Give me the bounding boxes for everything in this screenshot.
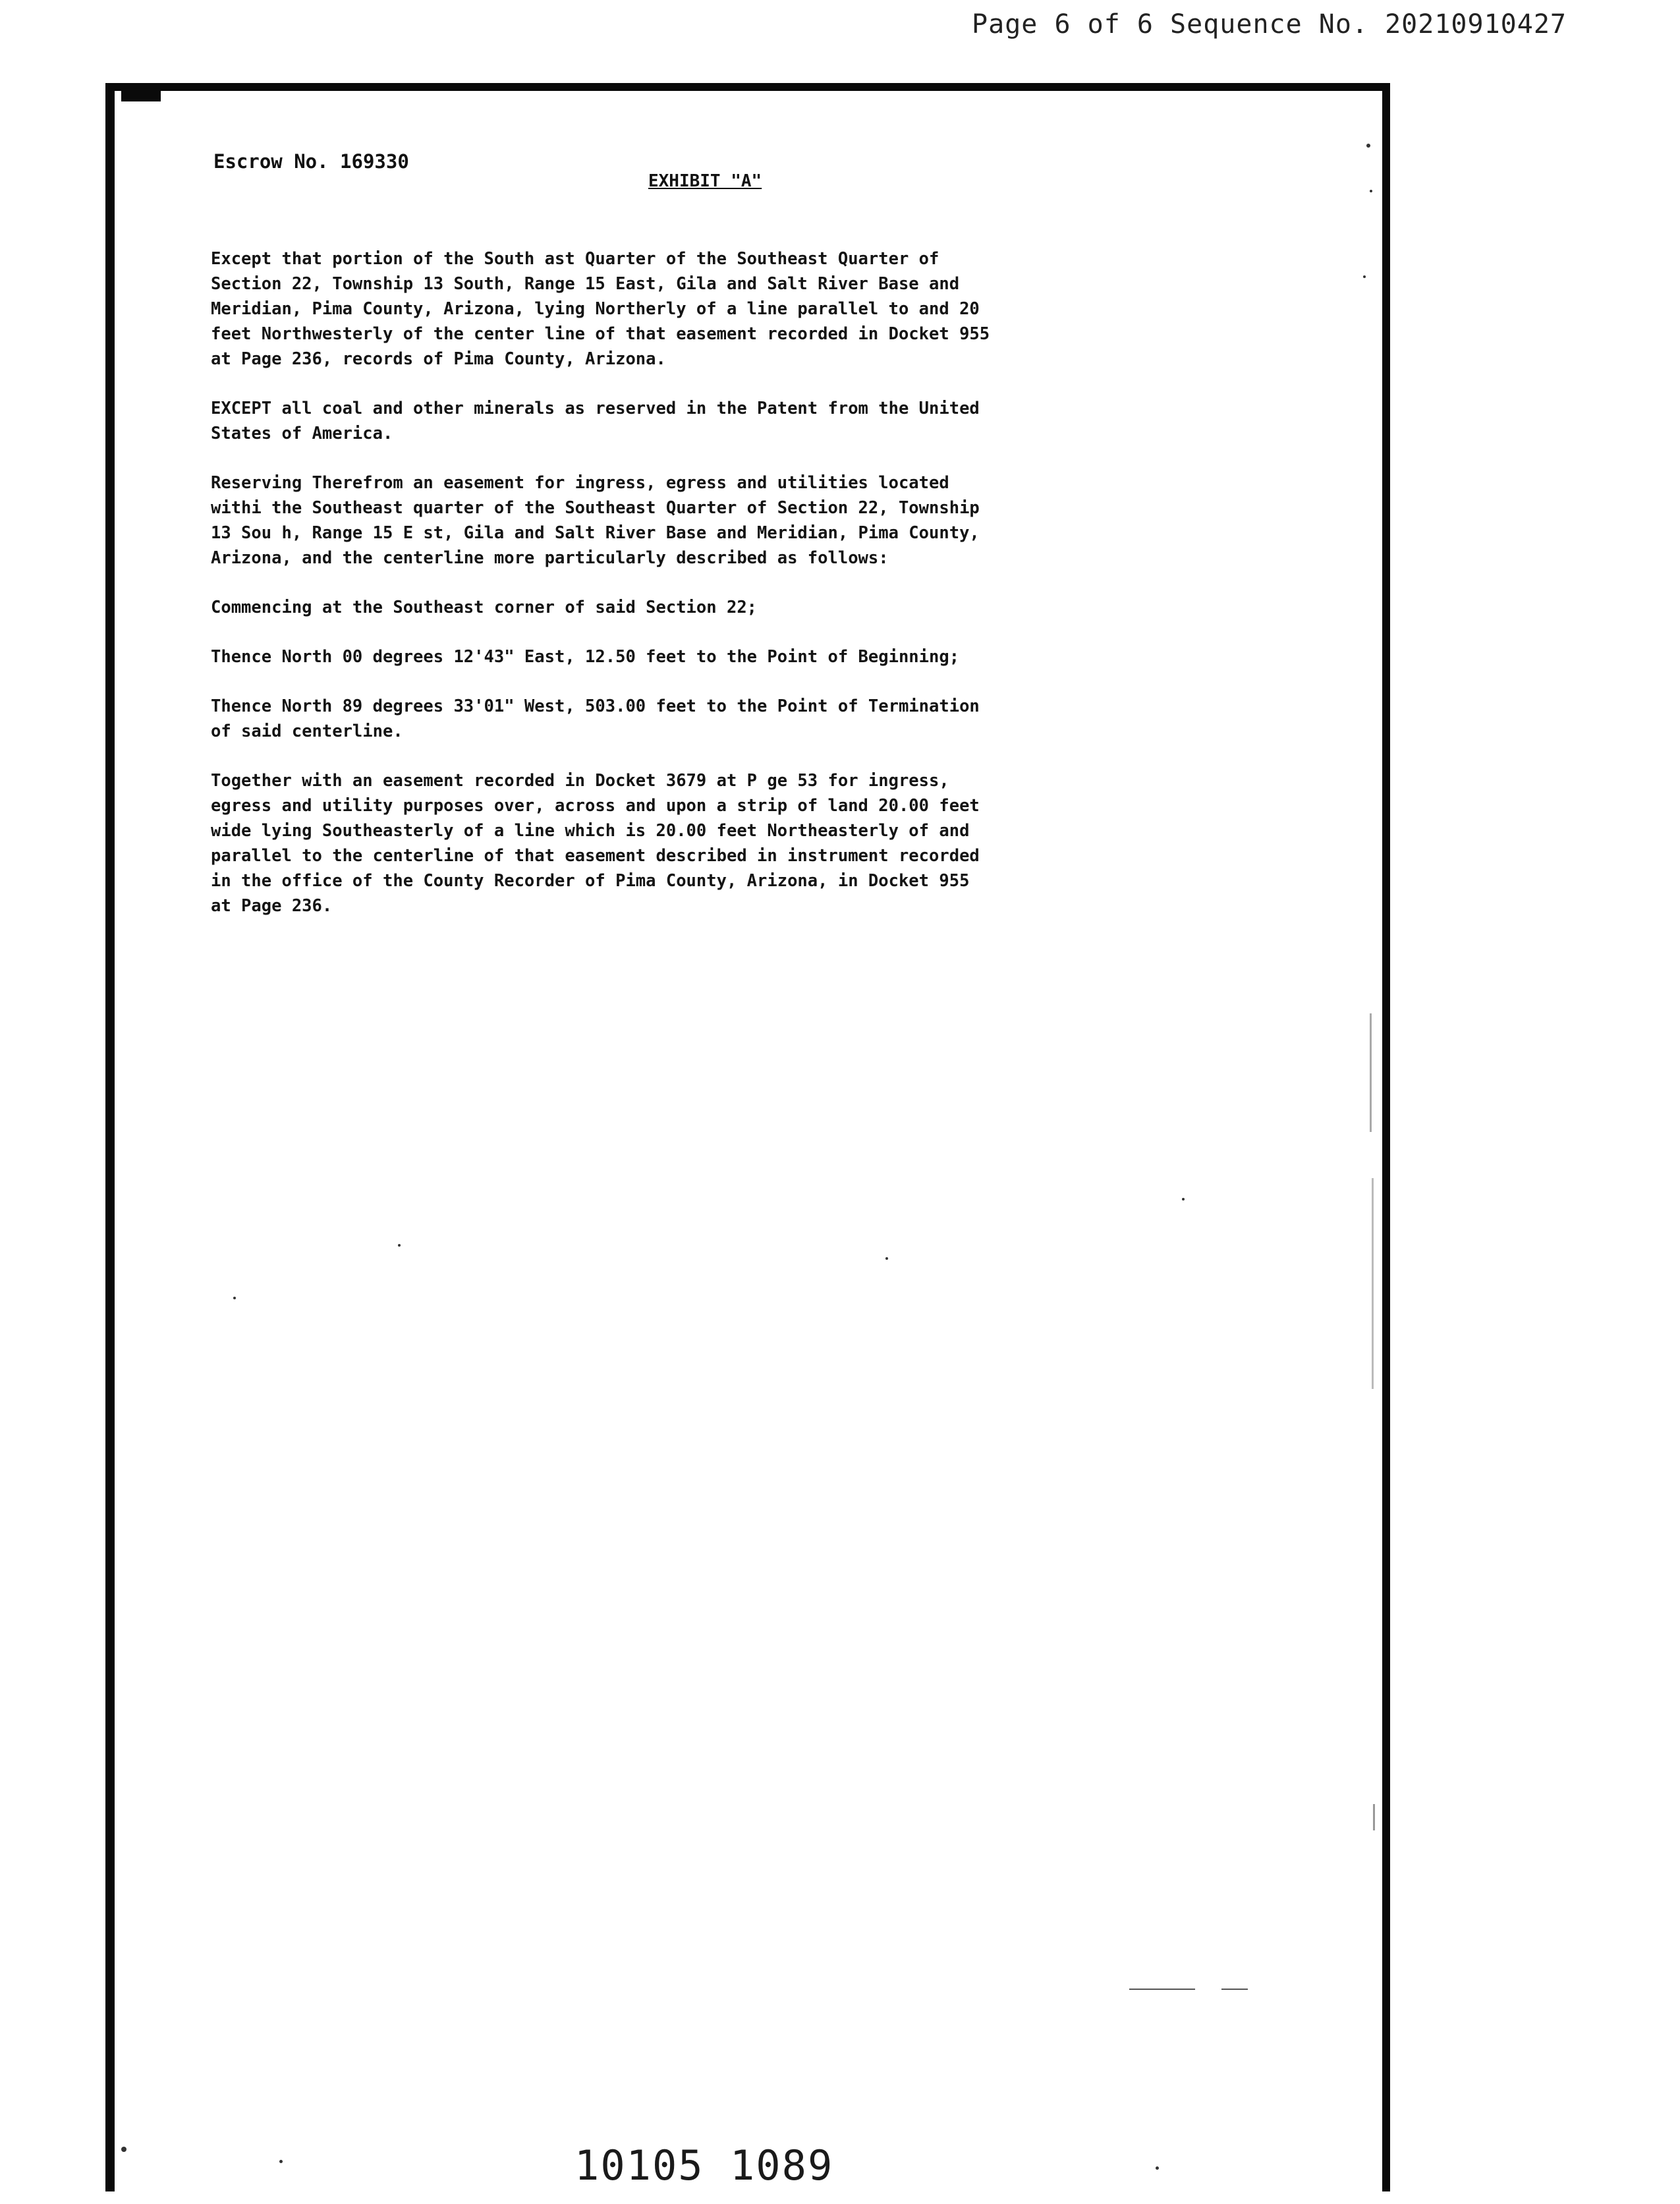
exhibit-title: EXHIBIT "A"	[648, 171, 762, 191]
legal-paragraph-commencing: Commencing at the Southeast corner of said Section 22;	[211, 598, 758, 617]
legal-description	[211, 246, 1160, 943]
scan-speck	[885, 1257, 888, 1260]
scan-speck	[233, 1297, 236, 1299]
legal-paragraph-thence-west: Thence North 89 degrees 33'01" West, 503.00 feet to the Point of Termination of said centerline.	[211, 696, 980, 741]
scan-speck	[398, 1244, 401, 1247]
scan-dash-mark	[1221, 1989, 1248, 1990]
scan-speck	[279, 2160, 283, 2163]
scan-speck	[1156, 2166, 1159, 2170]
scanned-document-page	[105, 83, 1390, 2191]
scan-speck	[1370, 190, 1372, 192]
legal-paragraph-reserved-easement: Reserving Therefrom an easement for ingress, egress and utilities located withi the Southeast quarter of the Southeast Quarter of Section 22, Township 13 Sou h, Range 15 E st, Gila and Salt River Base and Meridian, Pima County, Arizona, and the centerline more particularly described as follows:	[211, 473, 980, 568]
scan-speck	[1182, 1198, 1185, 1201]
scan-edge-mark	[121, 87, 161, 101]
scan-dash-mark	[1129, 1989, 1195, 1990]
legal-paragraph-exception-portion: Except that portion of the South ast Quarter of the Southeast Quarter of Section 22, Township 13 South, Range 15 East, Gila and Salt River Base and Meridian, Pima County, Arizona, lying Northerly of a line parallel to and 20 feet Northwesterly of the center line of that easement recorded in Docket 955 at Page 236, records of Pima County, Arizona.	[211, 249, 990, 369]
page-sequence-header: Page 6 of 6 Sequence No. 20210910427	[972, 9, 1567, 40]
legal-paragraph-thence-north: Thence North 00 degrees 12'43" East, 12.50 feet to the Point of Beginning;	[211, 647, 960, 667]
scan-edge-noise	[1372, 1178, 1374, 1389]
legal-paragraph-minerals-exception: EXCEPT all coal and other minerals as reserved in the Patent from the United States of America.	[211, 399, 980, 443]
scan-edge-noise	[1373, 1804, 1375, 1830]
legal-paragraph-together-with: Together with an easement recorded in Docket 3679 at P ge 53 for ingress, egress and utility purposes over, across and upon a strip of land 20.00 feet wide lying Southeasterly of a line which is 20.00 feet Northeasterly of and parallel to the centerline of that easement described in instrument recorded in the office of the County Recorder of Pima County, Arizona, in Docket 955 at Page 236.	[211, 771, 980, 916]
escrow-number: Escrow No. 169330	[213, 150, 409, 173]
scan-speck	[121, 2147, 126, 2152]
scan-speck	[1363, 275, 1366, 278]
scan-speck	[1366, 144, 1370, 148]
docket-page-stamp: 10105 1089	[574, 2141, 834, 2190]
scan-edge-noise	[1370, 1013, 1372, 1132]
